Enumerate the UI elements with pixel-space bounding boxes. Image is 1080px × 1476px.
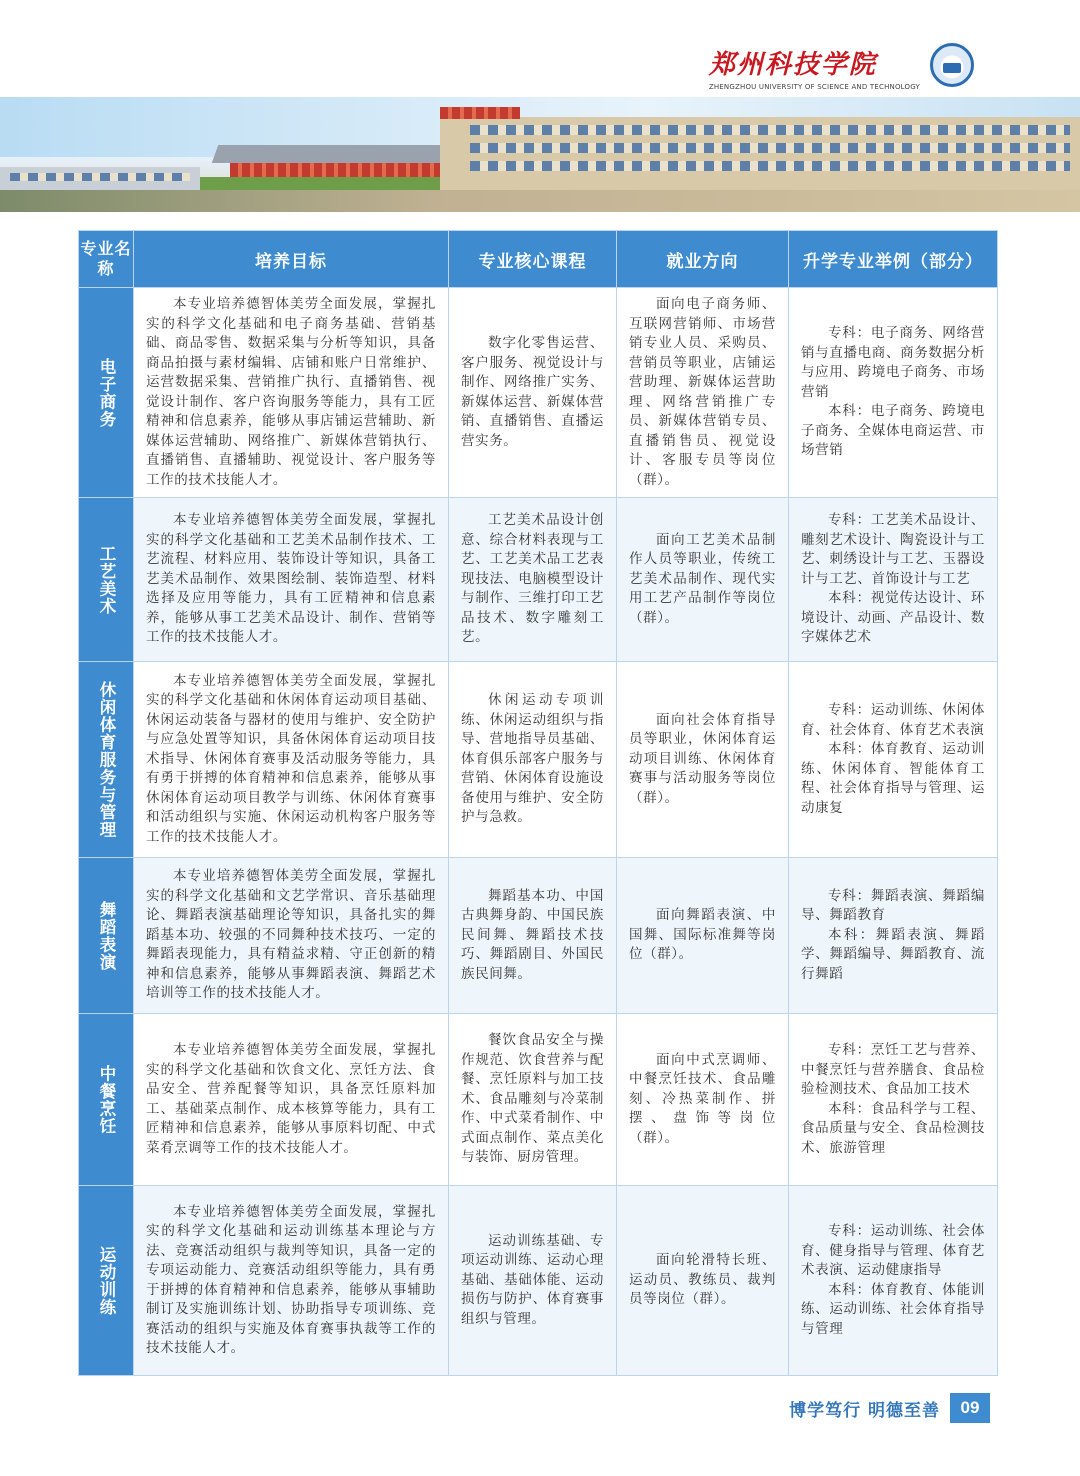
core-courses: 数字化零售运营、客户服务、视觉设计与制作、网络推广实务、新媒体运营、新媒体营销、直播销售、直播运营实务。 [449,288,617,498]
advance-bachelor: 本科：电子商务、跨境电子商务、全媒体电商运营、市场营销 [801,403,985,459]
advance-junior: 专科：电子商务、网络营销与直播电商、商务数据分析与应用、跨境电子商务、市场营销 [801,325,985,400]
advance-junior: 专科：运动训练、休闲体育、社会体育、体育艺术表演 [801,702,985,738]
advance-majors [789,1186,998,1376]
campus-banner-image [0,97,1080,212]
training-goal: 本专业培养德智体美劳全面发展，掌握扎实的科学文化基础和运动训练基本理论与方法、竞赛活动组织与裁判等知识，具备一定的专项运动能力、竞赛活动组织等能力，具有勇于拼搏的体育精神和信息素养，能够从事辅助制订及实施训练计划、协助指导专项训练、竞赛活动的组织与实施及体育赛事执裁等工作的技术技能人才。 [134,1186,449,1376]
advance-junior: 专科：运动训练、社会体育、健身指导与管理、体育艺术表演、运动健康指导 [801,1223,985,1278]
core-courses: 休闲运动专项训练、休闲运动组织与指导、营地指导员基础、体育俱乐部客户服务与营销、休闲体育设施设备使用与维护、安全防护与急救。 [449,662,617,858]
advance-majors [789,498,998,662]
advance-bachelor: 本科：体育教育、体能训练、运动训练、社会体育指导与管理 [801,1281,985,1337]
employment-direction: 面向社会体育指导员等职业，休闲体育运动项目训练、休闲体育赛事与活动服务等岗位（群）。 [617,662,789,858]
table-row [79,1186,998,1376]
advance-majors [789,1014,998,1186]
school-brand [709,44,920,91]
advance-junior: 专科：舞蹈表演、舞蹈编导、舞蹈教育 [801,887,985,924]
header-courses: 专业核心课程 [449,231,617,288]
employment-direction: 面向工艺美术品制作人员等职业，传统工艺美术品制作、现代实用工艺产品制作等岗位（群）。 [617,498,789,662]
header-jobs: 就业方向 [617,231,789,288]
major-name: 工艺美术 [79,498,134,662]
table-row [79,498,998,662]
advance-junior: 专科：烹饪工艺与营养、中餐烹饪与营养膳食、食品检验检测技术、食品加工技术 [801,1042,985,1097]
school-name-cn: 郑州科技学院 [708,50,877,80]
major-name: 休闲体育服务与管理 [79,662,134,858]
core-courses: 工艺美术品设计创意、综合材料表现与工艺、工艺美术品工艺表现技法、电脑模型设计与制作、三维打印工艺品技术、数字雕刻工艺。 [449,498,617,662]
major-table [78,230,997,1374]
major-name: 舞蹈表演 [79,858,134,1014]
employment-direction: 面向轮滑特长班、运动员、教练员、裁判员等岗位（群）。 [617,1186,789,1376]
advance-bachelor: 本科：食品科学与工程、食品质量与安全、食品检测技术、旅游管理 [801,1100,985,1156]
major-name: 运动训练 [79,1186,134,1376]
advance-majors [789,288,998,498]
header-goal: 培养目标 [134,231,449,288]
page-number: 09 [950,1393,990,1423]
table-header-row [79,231,998,288]
major-name: 电子商务 [79,288,134,498]
advance-majors [789,858,998,1014]
advance-majors [789,662,998,858]
header-advance: 升学专业举例（部分） [789,231,998,288]
school-motto: 博学笃行 明德至善 [789,1401,940,1421]
training-goal: 本专业培养德智体美劳全面发展，掌握扎实的科学文化基础和文艺学常识、音乐基础理论、舞蹈表演基础理论等知识，具备扎实的舞蹈基本功、较强的不同舞种技术技巧、一定的舞蹈表现能力，具有精益求精、守正创新的精神和信息素养，能够从事舞蹈表演、舞蹈艺术培训等工作的技术技能人才。 [134,858,449,1014]
employment-direction: 面向舞蹈表演、中国舞、国际标准舞等岗位（群）。 [617,858,789,1014]
advance-junior: 专科：工艺美术品设计、雕刻艺术设计、陶瓷设计与工艺、刺绣设计与工艺、玉器设计与工艺、首饰设计与工艺 [801,512,985,587]
table-row [79,662,998,858]
advance-bachelor: 本科：舞蹈表演、舞蹈学、舞蹈编导、舞蹈教育、流行舞蹈 [801,926,985,982]
training-goal: 本专业培养德智体美劳全面发展，掌握扎实的科学文化基础和电子商务基础、营销基础、商品零售、数据采集与分析等知识，具备商品拍摄与素材编辑、店铺和账户日常维护、运营数据采集、营销推广执行、直播销售、视觉设计制作、客户咨询服务等能力，具有工匠精神和信息素养，能够从事店铺运营辅助、新媒体运营辅助、网络推广、新媒体营销执行、直播销售、直播辅助、视觉设计、客户服务等工作的技术技能人才。 [134,288,449,498]
school-name-en: ZHENGZHOU UNIVERSITY OF SCIENCE AND TECHNOLOGY [708,83,920,91]
employment-direction: 面向中式烹调师、中餐烹饪技术、食品雕刻、冷热菜制作、拼摆、盘饰等岗位（群）。 [617,1014,789,1186]
training-goal: 本专业培养德智体美劳全面发展，掌握扎实的科学文化基础和饮食文化、烹饪方法、食品安全、营养配餐等知识，具备烹饪原料加工、基础菜点制作、成本核算等能力，具有工匠精神和信息素养，能够从事原料切配、中式菜肴烹调等工作的技术技能人才。 [134,1014,449,1186]
major-name: 中餐烹饪 [79,1014,134,1186]
core-courses: 运动训练基础、专项运动训练、运动心理基础、基础体能、运动损伤与防护、体育赛事组织与管理。 [449,1186,617,1376]
core-courses: 舞蹈基本功、中国古典舞身韵、中国民族民间舞、舞蹈技术技巧、舞蹈剧目、外国民族民间舞。 [449,858,617,1014]
core-courses: 餐饮食品安全与操作规范、饮食营养与配餐、烹饪原料与加工技术、食品雕刻与冷菜制作、中式菜肴制作、中式面点制作、菜点美化与装饰、厨房管理。 [449,1014,617,1186]
advance-bachelor: 本科：视觉传达设计、环境设计、动画、产品设计、数字媒体艺术 [801,590,985,646]
table-row [79,288,998,498]
school-logo-icon [930,43,974,87]
header-name: 专业名称 [79,231,134,288]
training-goal: 本专业培养德智体美劳全面发展，掌握扎实的科学文化基础和休闲体育运动项目基础、休闲运动装备与器材的使用与维护、安全防护与应急处置等知识，具备休闲体育运动项目技术指导、休闲体育赛事及活动服务等能力，具有勇于拼搏的体育精神和信息素养，能够从事休闲体育运动项目教学与训练、休闲体育赛事和活动组织与实施、休闲运动机构客户服务等工作的技术技能人才。 [134,662,449,858]
training-goal: 本专业培养德智体美劳全面发展，掌握扎实的科学文化基础和工艺美术品制作技术、工艺流程、材料应用、装饰设计等知识，具备工艺美术品制作、效果图绘制、装饰造型、材料选择及应用等能力，具有工匠精神和信息素养，能够从事工艺美术品设计、制作、营销等工作的技术技能人才。 [134,498,449,662]
advance-bachelor: 本科：体育教育、运动训练、休闲体育、智能体育工程、社会体育指导与管理、运动康复 [801,741,985,816]
employment-direction: 面向电子商务师、互联网营销师、市场营销专业人员、采购员、营销员等职业，店铺运营助理、新媒体运营助理、网络营销推广专员、新媒体营销专员、直播销售员、视觉设计、客服专员等岗位（群）。 [617,288,789,498]
table-row [79,858,998,1014]
table-row [79,1014,998,1186]
